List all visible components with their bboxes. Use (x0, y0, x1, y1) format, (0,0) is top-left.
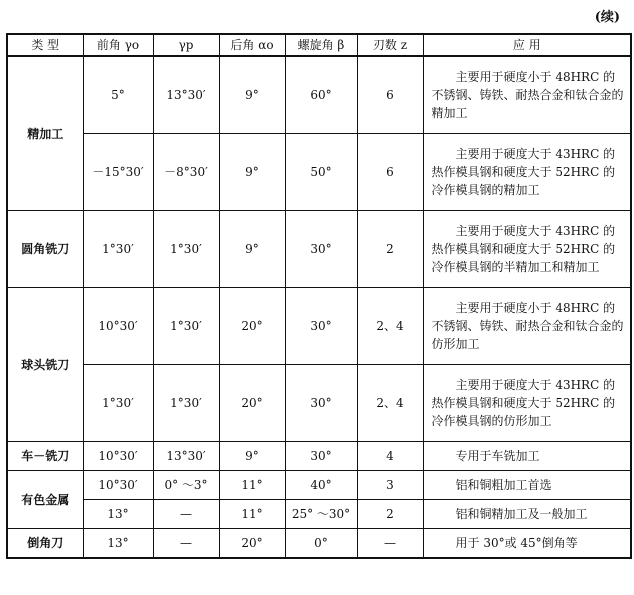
relief-cell: 9° (219, 134, 285, 211)
type-cell: 精加工 (7, 56, 83, 211)
rake-cell: 10°30′ (83, 288, 153, 365)
helix-cell: 30° (285, 211, 357, 288)
rake-cell: 1°30′ (83, 211, 153, 288)
application-cell (423, 529, 631, 559)
type-cell: 有色金属 (7, 471, 83, 529)
application-cell (423, 288, 631, 365)
flute-cell: 2 (357, 500, 423, 529)
header-type: 类 型 (7, 34, 83, 56)
gamma-p-cell: — (153, 500, 219, 529)
flute-cell: 4 (357, 442, 423, 471)
application-text: 主要用于硬度小于 48HRC 的不锈钢、铸铁、耐热合金和钛合金的仿形加工 (431, 301, 624, 351)
relief-cell: 9° (219, 211, 285, 288)
type-cell: 圆角铣刀 (7, 211, 83, 288)
gamma-p-cell: 1°30′ (153, 211, 219, 288)
flute-cell: 6 (357, 134, 423, 211)
header-flute-count: 刃数 z (357, 34, 423, 56)
application-text: 专用于车铣加工 (455, 449, 540, 463)
helix-cell: 30° (285, 288, 357, 365)
gamma-p-cell: 13°30′ (153, 56, 219, 134)
table-row (7, 211, 631, 288)
gamma-p-cell: — (153, 529, 219, 559)
application-text: 用于 30°或 45°倒角等 (455, 536, 578, 550)
relief-cell: 11° (219, 500, 285, 529)
helix-cell: 30° (285, 365, 357, 442)
flute-cell: 3 (357, 471, 423, 500)
header-gamma-p: γp (153, 34, 219, 56)
application-cell (423, 500, 631, 529)
flute-cell: 2、4 (357, 288, 423, 365)
application-cell (423, 56, 631, 134)
table-row (7, 442, 631, 471)
helix-cell: 60° (285, 56, 357, 134)
table-row (7, 288, 631, 365)
continued-label: (续) (594, 10, 620, 25)
relief-cell: 9° (219, 56, 285, 134)
table-row (7, 365, 631, 442)
milling-cutter-parameter-table (6, 33, 632, 559)
rake-cell: －15°30′ (83, 134, 153, 211)
application-cell (423, 211, 631, 288)
table-row (7, 500, 631, 529)
table-row (7, 56, 631, 134)
header-row (7, 34, 631, 56)
gamma-p-cell: 0° ～3° (153, 471, 219, 500)
application-cell (423, 471, 631, 500)
helix-cell: 40° (285, 471, 357, 500)
rake-cell: 13° (83, 500, 153, 529)
application-text: 主要用于硬度大于 43HRC 的热作模具钢和硬度大于 52HRC 的冷作模具钢的半精加工和精加工 (431, 224, 616, 274)
rake-cell: 1°30′ (83, 365, 153, 442)
relief-cell: 20° (219, 365, 285, 442)
type-cell: 球头铣刀 (7, 288, 83, 442)
table-row (7, 529, 631, 559)
application-cell (423, 365, 631, 442)
flute-cell: 2 (357, 211, 423, 288)
relief-cell: 20° (219, 529, 285, 559)
application-cell (423, 442, 631, 471)
relief-cell: 11° (219, 471, 285, 500)
table-row (7, 134, 631, 211)
gamma-p-cell: －8°30′ (153, 134, 219, 211)
application-text: 铝和铜精加工及一般加工 (455, 507, 588, 521)
gamma-p-cell: 13°30′ (153, 442, 219, 471)
relief-cell: 20° (219, 288, 285, 365)
rake-cell: 13° (83, 529, 153, 559)
header-helix-angle: 螺旋角 β (285, 34, 357, 56)
header-rake-angle: 前角 γo (83, 34, 153, 56)
type-cell: 车－铣刀 (7, 442, 83, 471)
application-cell (423, 134, 631, 211)
application-text: 主要用于硬度小于 48HRC 的不锈钢、铸铁、耐热合金和钛合金的精加工 (431, 70, 624, 120)
flute-cell: — (357, 529, 423, 559)
application-text: 主要用于硬度大于 43HRC 的热作模具钢和硬度大于 52HRC 的冷作模具钢的仿形加工 (431, 378, 616, 428)
header-application: 应 用 (423, 34, 631, 56)
gamma-p-cell: 1°30′ (153, 288, 219, 365)
type-cell: 倒角刀 (7, 529, 83, 559)
gamma-p-cell: 1°30′ (153, 365, 219, 442)
application-text: 铝和铜粗加工首选 (455, 478, 552, 492)
helix-cell: 50° (285, 134, 357, 211)
relief-cell: 9° (219, 442, 285, 471)
helix-cell: 30° (285, 442, 357, 471)
table-row (7, 471, 631, 500)
flute-cell: 2、4 (357, 365, 423, 442)
helix-cell: 0° (285, 529, 357, 559)
application-text: 主要用于硬度大于 43HRC 的热作模具钢和硬度大于 52HRC 的冷作模具钢的精加工 (431, 147, 616, 197)
rake-cell: 10°30′ (83, 442, 153, 471)
helix-cell: 25° ～30° (285, 500, 357, 529)
flute-cell: 6 (357, 56, 423, 134)
rake-cell: 5° (83, 56, 153, 134)
rake-cell: 10°30′ (83, 471, 153, 500)
header-relief-angle: 后角 αo (219, 34, 285, 56)
